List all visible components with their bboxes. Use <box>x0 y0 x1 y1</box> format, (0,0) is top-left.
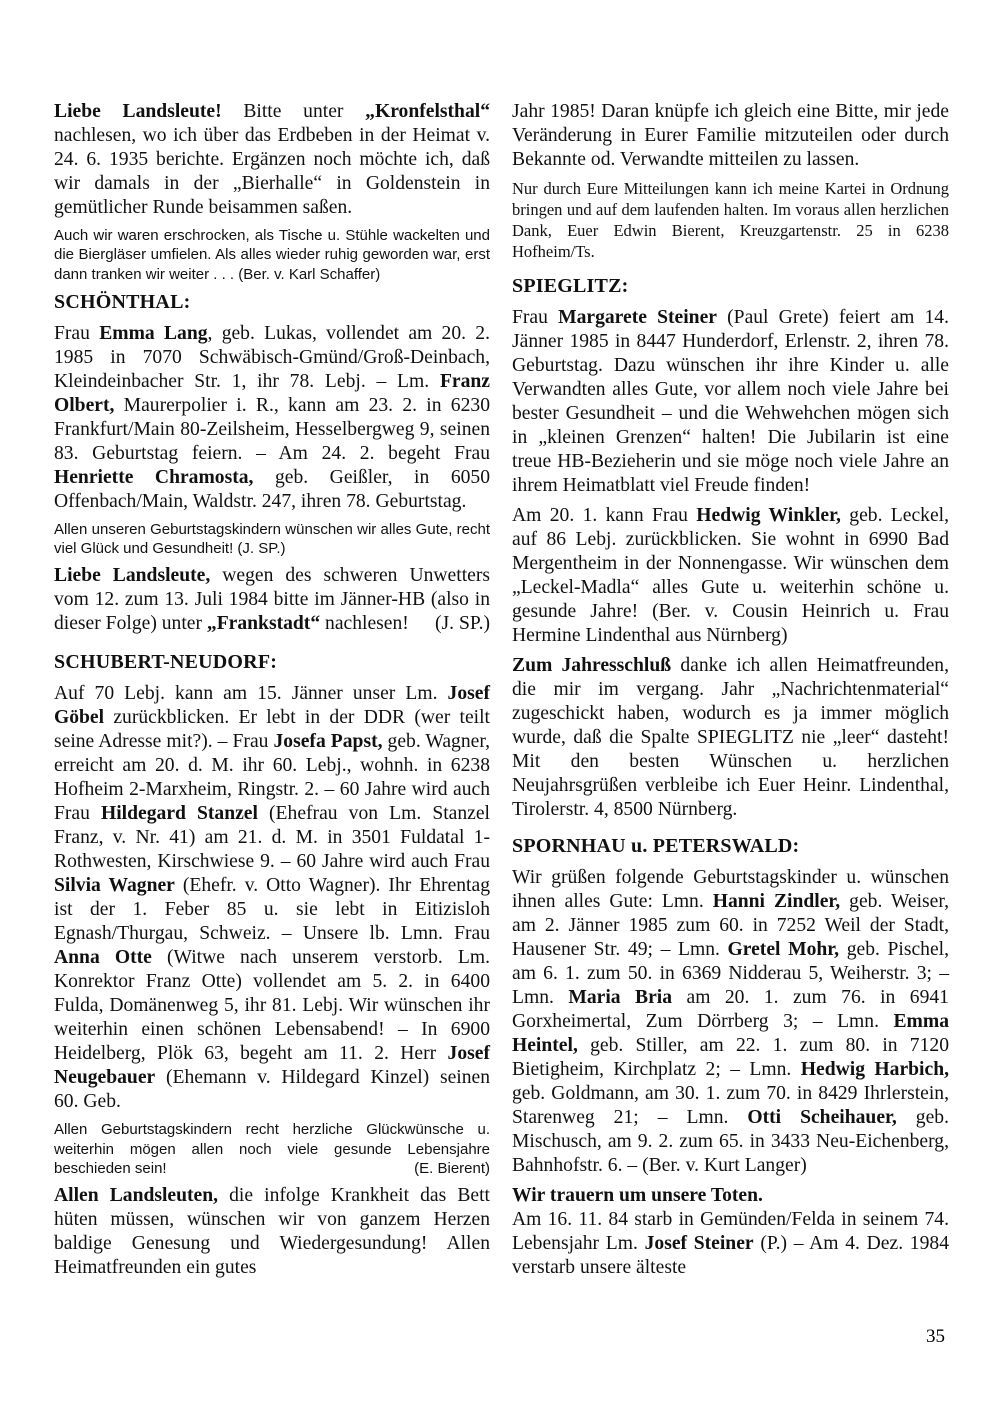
right-column <box>512 100 949 1286</box>
schubert-birthdays: Auf 70 Lebj. kann am 15. Jänner unser Lm. Josef Göbel zurückblicken. Er lebt in der DDR (wer teilt seine Adresse mit?). – Frau Josefa Papst, geb. Wagner, erreicht am 20. d. M. ihr 60. Lebj., wohnh. in 6238 Hofheim 2-Marxheim, Ringstr. 2. – 60 Jahre wird auch Frau Hildegard Stanzel (Ehefrau von Lm. Stanzel Franz, v. Nr. 41) am 21. d. M. in 3501 Fuldatal 1-Rothwesten, Kirschwiese 9. – 60 Jahre wird auch Frau Silvia Wagner (Ehefr. v. Otto Wagner). Ihr Ehrentag ist der 1. Feber 85 u. sie lebt in Eitizisloh Egnash/Thurgau, Schweiz. – Unsere lb. Lmn. Frau Anna Otte (Witwe nach unserem verstorb. Lm. Konrektor Franz Otte) vollendet am 5. 2. in 6400 Fulda, Domänenweg 5, ihr 81. Lebj. Wir wünschen ihr weiterhin einen schönen Lebensabend! – In 6900 Heidelberg, Plök 63, begeht am 11. 2. Herr Josef Neugebauer (Ehemann v. Hildegard Kinzel) seinen 60. Geb. <box>54 683 490 1113</box>
reference-kronfelsthal: „Kronfelsthal“ <box>365 101 490 122</box>
intro-paragraph: Liebe Landsleute! Bitte unter „Kronfelsthal“ nachlesen, wo ich über das Erdbeben in der Heimat v. 24. 6. 1935 berichte. Ergänzen noch möchte ich, daß wir damals in der „Bierhalle“ in Goldenstein in gemütlicher Runde beisammen saßen. <box>54 101 490 218</box>
small-note: Auch wir waren erschrocken, als Tische u. Stühle wackelten und die Biergläser umfielen. Als alles wieder ruhig geworden war, erst dann tranken wir weiter . . . (Ber. v. Karl Schaffer) <box>54 227 490 283</box>
signature: (J. SP.) <box>435 613 490 635</box>
schoenthal-birthdays: Frau Emma Lang, geb. Lukas, vollendet am 20. 2. 1985 in 7070 Schwäbisch-Gmünd/Groß-Deinbach, Kleindeinbacher Str. 1, ihr 78. Lebj. – Lm. Franz Olbert, Maurerpolier i. R., kann am 23. 2. in 6230 Frankfurt/Main 80-Zeilsheim, Hesselbergweg 9, seinen 83. Geburtstag feiern. – Am 24. 2. begeht Frau Henriette Chramosta, geb. Geißler, in 6050 Offenbach/Main, Waldstr. 247, ihren 78. Geburtstag. <box>54 322 491 512</box>
section-heading-spieglitz: SPIEGLITZ: <box>512 275 629 297</box>
continuation-paragraph: Jahr 1985! Daran knüpfe ich gleich eine Bitte, mir jede Veränderung in Eurer Familie mitzuteilen oder durch Bekannte od. Verwandte mitteilen zu lassen. <box>512 101 949 170</box>
section-heading-schubert-neudorf: SCHUBERT-NEUDORF: <box>54 651 278 674</box>
year-end-thanks: Zum Jahresschluß danke ich allen Heimatfreunden, die mir im vergang. Jahr „Nachrichtenmaterial“ zugeschickt haben, wodurch es ja immer möglich wurde, daß die Spalte SPIEGLITZ nie „leer“ dasteht! Mit den besten Wünschen u. herzlichen Neujahrsgrüßen verbleibe ich Euer Heinr. Lindenthal, Tirolerstr. 4, 8500 Nürnberg. <box>512 655 949 820</box>
section-heading-spornhau: SPORNHAU u. PETERSWALD: <box>512 835 800 857</box>
frankstadt-note: Liebe Landsleute, wegen des schweren Unwetters vom 12. zum 13. Juli 1984 bitte im Jänner-HB (also in dieser Folge) unter „Frankstadt“ nachlesen! (J. SP.) <box>54 565 490 635</box>
left-column <box>54 100 490 1286</box>
obituary: Am 16. 11. 84 starb in Gemünden/Felda in seinem 74. Lebensjahr Lm. Josef Steiner (P.) – Am 4. Dez. 1984 verstarb unsere älteste <box>512 1209 949 1278</box>
schubert-wishes: Allen Geburtstagskindern recht herzliche Glückwünsche u. weiterhin mögen allen noch viele gesunde Lebensjahre beschieden sein! (E. Bierent) <box>54 1121 490 1178</box>
spieglitz-birthday: Frau Margarete Steiner (Paul Grete) feiert am 14. Jänner 1985 in 8447 Hunderdorf, Erlenstr. 2, ihren 78. Geburtstag. Dazu wünschen ihr ihre Kinder u. alle Verwandten alles Gute, vor allem noch viele Jahre bei bester Gesundheit – und die Wehwehchen mögen sich in „kleinen Grenzen“ halten! Die Jubilarin ist eine treue HB-Bezieherin und sie möge noch viele Jahre an ihrem Heimatblatt viel Freude finden! <box>512 307 949 496</box>
editor-note: Nur durch Eure Mitteilungen kann ich meine Kartei in Ordnung bringen und auf dem laufenden halten. Im voraus allen herzlichen Dank, Euer Edwin Bierent, Kreuzgartenstr. 25 in 6238 Hofheim/Ts. <box>512 179 949 261</box>
spieglitz-winkler: Am 20. 1. kann Frau Hedwig Winkler, geb. Leckel, auf 86 Lebj. zurückblicken. Sie wohnt in 6990 Bad Mergentheim in der Nonnengasse. Wir wünschen dem „Leckel-Madla“ alles Gute u. weiterhin schöne u. gesunde Jahre! (Ber. v. Cousin Heinrich u. Frau Hermine Lindenthal aus Nürnberg) <box>512 505 950 646</box>
schoenthal-wishes: Allen unseren Geburtstagskindern wünschen wir alles Gute, recht viel Glück und Gesundheit! (J. SP.) <box>54 520 490 558</box>
mourning-heading: Wir trauern um unsere Toten. <box>512 1185 763 1206</box>
signature: (E. Bierent) <box>414 1160 490 1178</box>
section-heading-schoenthal: SCHÖNTHAL: <box>54 290 191 313</box>
sick-wishes: Allen Landsleuten, die infolge Krankheit das Bett hüten müssen, wünschen wir von ganzem Herzen baldige Genesung und Wiedergesundung! Allen Heimatfreunden ein gutes <box>54 1185 490 1279</box>
page-number: 35 <box>926 1326 945 1347</box>
spornhau-birthdays: Wir grüßen folgende Geburtstagskinder u. wünschen ihnen alles Gute: Lmn. Hanni Zindler, geb. Weiser, am 2. Jänner 1985 zum 60. in 7252 Weil der Stadt, Hausener Str. 49; – Lmn. Gretel Mohr, geb. Pischel, am 6. 1. zum 50. in 6369 Nidderau 5, Weiherstr. 3; – Lmn. Maria Bria am 20. 1. zum 76. in 6941 Gorxheimertal, Zum Dörrberg 3; – Lmn. Emma Heintel, geb. Stiller, am 22. 1. zum 80. in 7120 Bietigheim, Kirchplatz 2; – Lmn. Hedwig Harbich, geb. Goldmann, am 30. 1. zum 70. in 8429 Ihrlerstein, Starenweg 21; – Lmn. Otti Scheihauer, geb. Mischusch, am 9. 2. zum 65. in 3433 Neu-Eichenberg, Bahnhofstr. 6. – (Ber. v. Kurt Langer) <box>512 867 950 1176</box>
greeting: Liebe Landsleute! <box>54 101 222 122</box>
